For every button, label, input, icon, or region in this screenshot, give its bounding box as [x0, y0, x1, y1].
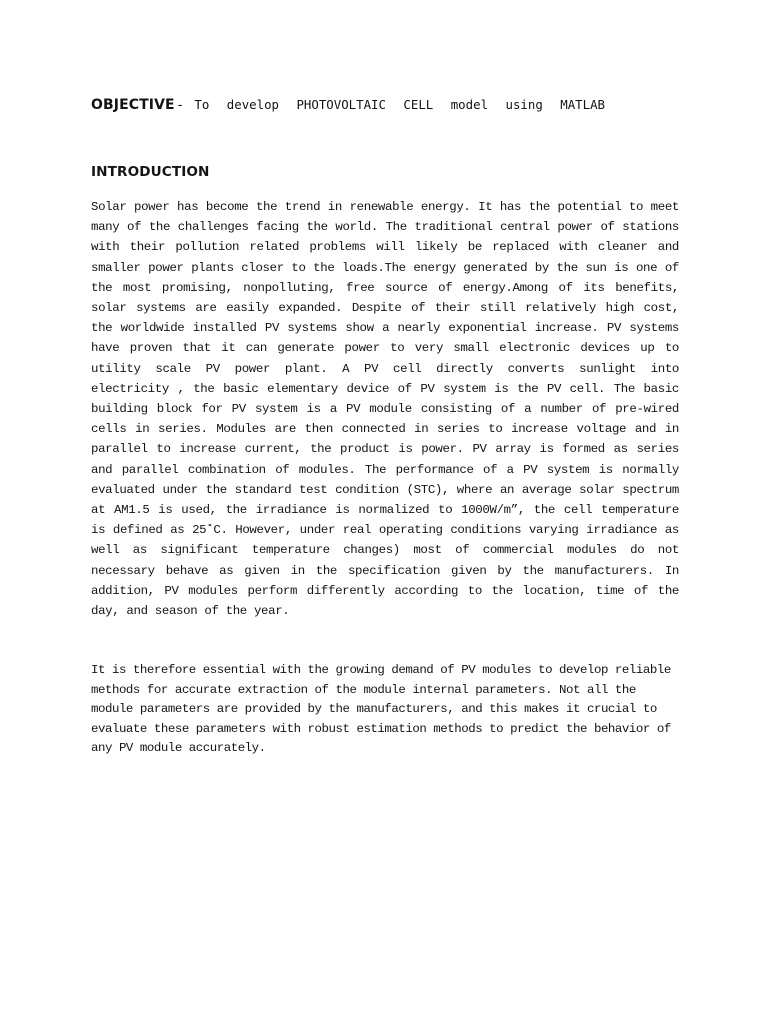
objective-line — [91, 96, 691, 115]
objective-label: OBJECTIVE — [91, 97, 175, 113]
objective-text: To develop PHOTOVOLTAIC CELL model using MATLAB — [194, 97, 606, 112]
objective-separator: - — [177, 98, 183, 113]
introduction-paragraph-1: Solar power has become the trend in renewable energy. It has the potential to meet many of the challenges facing the world. The traditional central power of stations with their pollution related problems will likely be replaced with cleaner and smaller power plants closer to the loads.The energy generated by the sun is one of the most promising, nonpolluting, free source of energy.Among of its benefits, solar systems are easily expanded. Despite of their still relatively high cost, the worldwide installed PV systems show a nearly exponential increase. PV systems have proven that it can generate power to very small electronic devices up to utility scale PV power plant. A PV cell directly converts sunlight into electricity , the basic elementary device of PV system is the PV cell. The basic building block for PV system is a PV module consisting of a number of pre-wired cells in series. Modules are then connected in series to increase voltage and in parallel to increase current, the product is power. PV array is formed as series and parallel combination of modules. The performance of a PV system is normally evaluated under the standard test condition (STC), where an average solar spectrum at AM1.5 is used, the irradiance is normalized to 1000W/m”, the cell temperature is defined as 25˚C. However, under real operating conditions varying irradiance as well as significant temperature changes) most of commercial modules do not necessary behave as given in the specification given by the manufacturers. In addition, PV modules perform differently according to the location, time of the day, and season of the year. — [91, 200, 679, 619]
introduction-paragraph-2: It is therefore essential with the growing demand of PV modules to develop reliable methods for accurate extraction of the module internal parameters. Not all the module parameters are provided by the manufacturers, and this makes it crucial to evaluate these parameters with robust estimation methods to predict the behavior of any PV module accurately. — [91, 663, 671, 756]
introduction-heading: INTRODUCTION — [91, 164, 210, 180]
